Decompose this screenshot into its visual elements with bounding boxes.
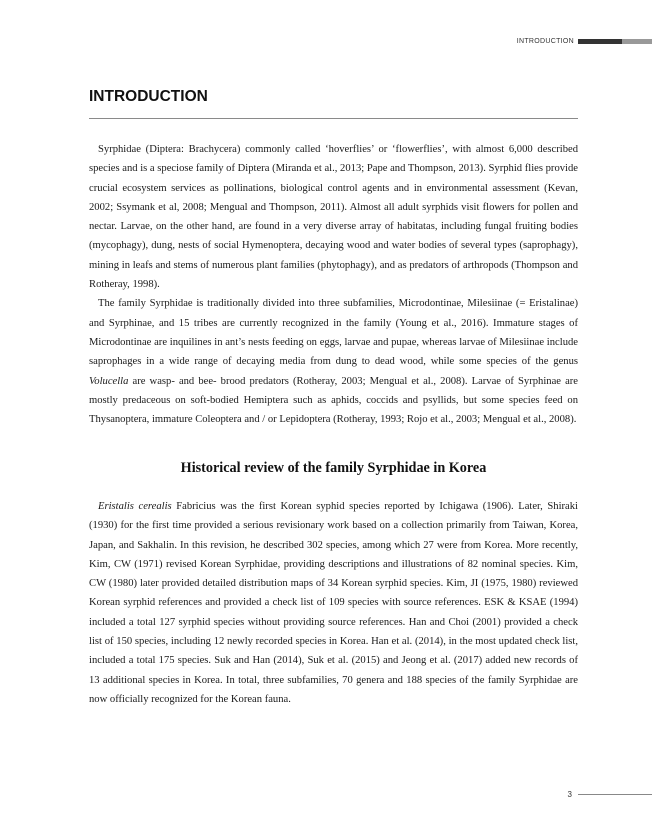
intro-paragraph-1: Syrphidae (Diptera: Brachycera) commonly called ‘hoverflies’ or ‘flowerflies’, with almost 6,000 described species and is a speciose family of Diptera (Miranda et al., 2013; Pape and Thompson, 2013). Syrphid flies provide crucial ecosystem services as pollinations, biological control agents and in environmental assessment (Kevan, 2002; Ssymank et al, 2008; Mengual and Thompson, 2011). Almost all adult syrphids visit flowers for pollen and nectar. Larvae, on the other hand, are found in a very diverse array of habitatas, including fungal fruiting bodies (mycophagy), dung, nests of social Hymenoptera, decaying wood and water bodies of several types (saprophagy), mining in leafs and stems of numerous plant families (phytophagy), and as predators of arthropods (Thompson and Rotheray, 1998). [89,144,578,291]
running-header [517,36,652,46]
running-header-title: INTRODUCTION [516,37,574,45]
footer-rule [578,794,652,795]
section-title: INTRODUCTION [89,88,208,105]
history-p1-text: Fabricius was the first Korean syphid species reported by Ichigawa (1906). Later, Shiraki (1930) for the first time provided a serious revisionary work based on a collection primarily from Taiwan, Korea, Japan, and Sakhalin. In this revision, he described 302 species, among which 27 were from Korea. More recently, Kim, CW (1971) revised Korean Syrphidae, providing descriptions and illustrations of 82 nominal species. Kim, CW (1980) later provided detailed distribution maps of 34 Korean syrphid species. Kim, JI (1975, 1980) reviewed Korean syrphid references and provided a check list of 109 species with source references. ESK & KSAE (1994) included a total 127 syrphid species without providing source references. Han and Choi (2001) provided a check list of 150 species, including 12 newly recorded species in Korea. Han et al. (2014), in the most updated check list, included a total 175 species. Suk and Han (2014), Suk et al. (2015) and Jeong et al. (2017) added new records of 13 additional species in Korea. In total, three subfamilies, 70 genera and 188 species of the family Syrphidae are now officially recognized for the Korean fauna. [89,501,578,705]
title-divider [89,118,578,119]
header-bar-light [622,39,652,44]
history-paragraph-1 [89,497,578,709]
page-number: 3 [567,790,572,799]
history-section [89,497,578,709]
intro-p2-genus: Volucella [89,375,129,387]
page-footer [568,790,652,799]
history-heading: Historical review of the family Syrphidae in Korea [180,460,487,476]
header-bar-dark [578,39,622,44]
intro-section [89,140,578,429]
intro-p2-text-a: The family Syrphidae is traditionally divided into three subfamilies, Microdontinae, Milesiinae (= Eristalinae) and Syrphinae, and 15 tribes are currently recognized in the family (Young et al., 2016). Immature stages of Microdontinae are inquilines in ant’s nests feeding on eggs, larvae and pupae, whereas larvae of Milesiinae include saprophages in a wide range of decaying media from dung to dead wood, while some species of the genus [89,298,578,368]
intro-p2-text-b: are wasp- and bee- brood predators (Rotheray, 2003; Mengual et al., 2008). Larvae of Syrphinae are mostly predaceous on soft-bodied Hemiptera such as aphids, coccids and psyllids, but some species feed on Thysanoptera, immature Coleoptera and / or Lepidoptera (Rotheray, 1993; Rojo et al., 2003; Mengual et al., 2008). [89,375,578,426]
history-p1-species: Eristalis cerealis [98,501,172,512]
intro-paragraph-2 [89,294,578,429]
